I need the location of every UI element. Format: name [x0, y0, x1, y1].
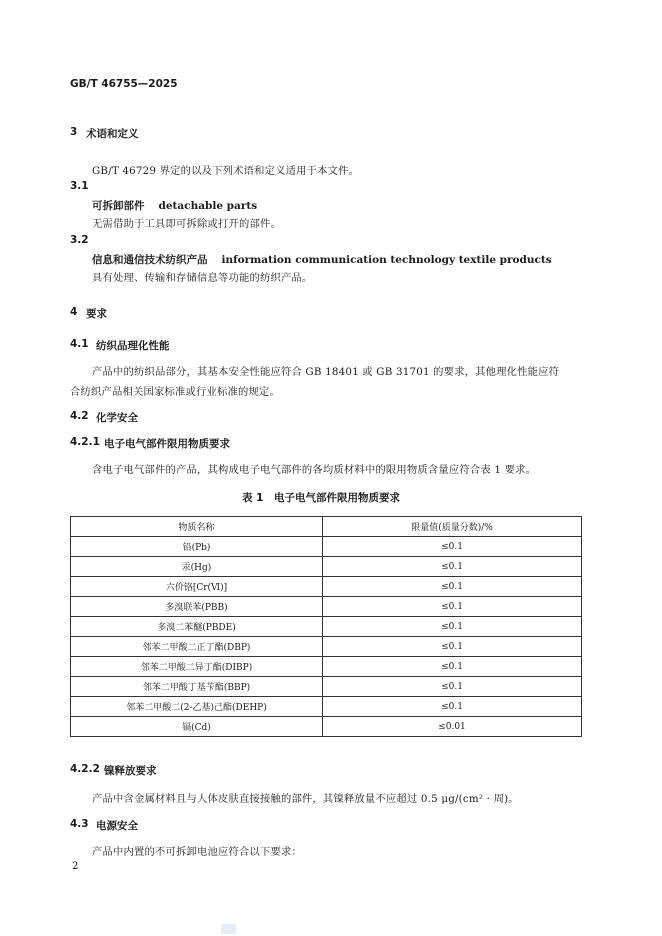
- term-3-1-en: detachable parts: [158, 200, 258, 212]
- page-number: 2: [72, 861, 79, 872]
- limit-cell: ≤0.1: [323, 697, 582, 717]
- section-4-2-2-number: 4.2.2: [70, 763, 100, 775]
- limit-cell: ≤0.1: [323, 557, 582, 577]
- table-row: [71, 697, 582, 717]
- section-4-2-1-text: 含电子电气部件的产品，其构成电子电气部件的各均质材料中的限用物质含量应符合表 1 要求。: [92, 464, 537, 476]
- table-row: [71, 537, 582, 557]
- section-3-number: 3: [70, 126, 78, 138]
- section-4-title: 要求: [86, 308, 107, 320]
- term-3-2-number: 3.2: [70, 234, 89, 246]
- table-1-caption: 表 1 电子电气部件限用物质要求: [242, 492, 400, 504]
- section-4-2-2-text: 产品中含金属材料且与人体皮肤直接接触的部件，其镍释放量不应超过 0.5 μg/(cm² · 周)。: [92, 793, 519, 805]
- substance-cell: 铅(Pb): [71, 537, 323, 557]
- limit-cell: ≤0.1: [323, 657, 582, 677]
- limit-cell: ≤0.1: [323, 637, 582, 657]
- limit-cell: ≤0.1: [323, 617, 582, 637]
- section-4-2-title: 化学安全: [96, 412, 138, 424]
- table-header-row: [71, 517, 582, 537]
- term-3-2-zh: 信息和通信技术纺织产品: [92, 254, 208, 266]
- section-3-title: 术语和定义: [86, 128, 139, 140]
- term-3-2-definition: 具有处理、传输和存储信息等功能的纺织产品。: [92, 272, 313, 284]
- limit-cell: ≤0.1: [323, 537, 582, 557]
- limit-cell: ≤0.01: [323, 717, 582, 737]
- substance-cell: 多溴联苯(PBB): [71, 597, 323, 617]
- section-4-3-text: 产品中内置的不可拆卸电池应符合以下要求：: [92, 846, 302, 858]
- substance-cell: 邻苯二甲酸丁基苄酯(BBP): [71, 677, 323, 697]
- watermark-mark: [221, 924, 236, 934]
- term-3-2-title: [92, 252, 552, 267]
- column-header-substance: 物质名称: [71, 517, 323, 537]
- term-3-1-title: [92, 198, 257, 213]
- section-4-2-1-number: 4.2.1: [70, 436, 100, 448]
- section-4-1-line-2: 合纺织产品相关国家标准或行业标准的规定。: [70, 386, 280, 398]
- section-4-2-1-title: 电子电气部件限用物质要求: [104, 438, 230, 450]
- section-4-3-number: 4.3: [70, 818, 89, 830]
- table-row: [71, 717, 582, 737]
- section-4-1-title: 纺织品理化性能: [96, 340, 170, 352]
- table-row: [71, 557, 582, 577]
- substance-cell: 六价铬[Cr(Ⅵ)]: [71, 577, 323, 597]
- table-row: [71, 617, 582, 637]
- substance-cell: 邻苯二甲酸二异丁酯(DIBP): [71, 657, 323, 677]
- table-row: [71, 657, 582, 677]
- substance-cell: 汞(Hg): [71, 557, 323, 577]
- table-row: [71, 637, 582, 657]
- substance-cell: 多溴二苯醚(PBDE): [71, 617, 323, 637]
- term-3-1-zh: 可拆卸部件: [92, 200, 145, 212]
- limit-cell: ≤0.1: [323, 597, 582, 617]
- term-3-2-en: information communication technology textile products: [221, 254, 552, 266]
- section-4-3-title: 电源安全: [96, 820, 138, 832]
- section-4-number: 4: [70, 306, 78, 318]
- limit-cell: ≤0.1: [323, 577, 582, 597]
- section-4-2-2-title: 镍释放要求: [104, 765, 157, 777]
- column-header-limit: 限量值(质量分数)/%: [323, 517, 582, 537]
- document-number: GB/T 46755—2025: [70, 78, 178, 90]
- section-3-intro: GB/T 46729 界定的以及下列术语和定义适用于本文件。: [92, 165, 360, 177]
- section-4-1-number: 4.1: [70, 338, 89, 350]
- table-row: [71, 597, 582, 617]
- term-3-1-definition: 无需借助于工具即可拆除或打开的部件。: [92, 218, 281, 230]
- term-3-1-number: 3.1: [70, 180, 89, 192]
- substance-cell: 镉(Cd): [71, 717, 323, 737]
- substance-cell: 邻苯二甲酸二(2-乙基)己酯(DEHP): [71, 697, 323, 717]
- restricted-substances-table: [70, 516, 582, 737]
- substance-cell: 邻苯二甲酸二正丁酯(DBP): [71, 637, 323, 657]
- limit-cell: ≤0.1: [323, 677, 582, 697]
- section-4-2-number: 4.2: [70, 410, 89, 422]
- section-4-1-line-1: 产品中的纺织品部分，其基本安全性能应符合 GB 18401 或 GB 31701 的要求，其他理化性能应符: [92, 366, 560, 378]
- table-row: [71, 577, 582, 597]
- table-row: [71, 677, 582, 697]
